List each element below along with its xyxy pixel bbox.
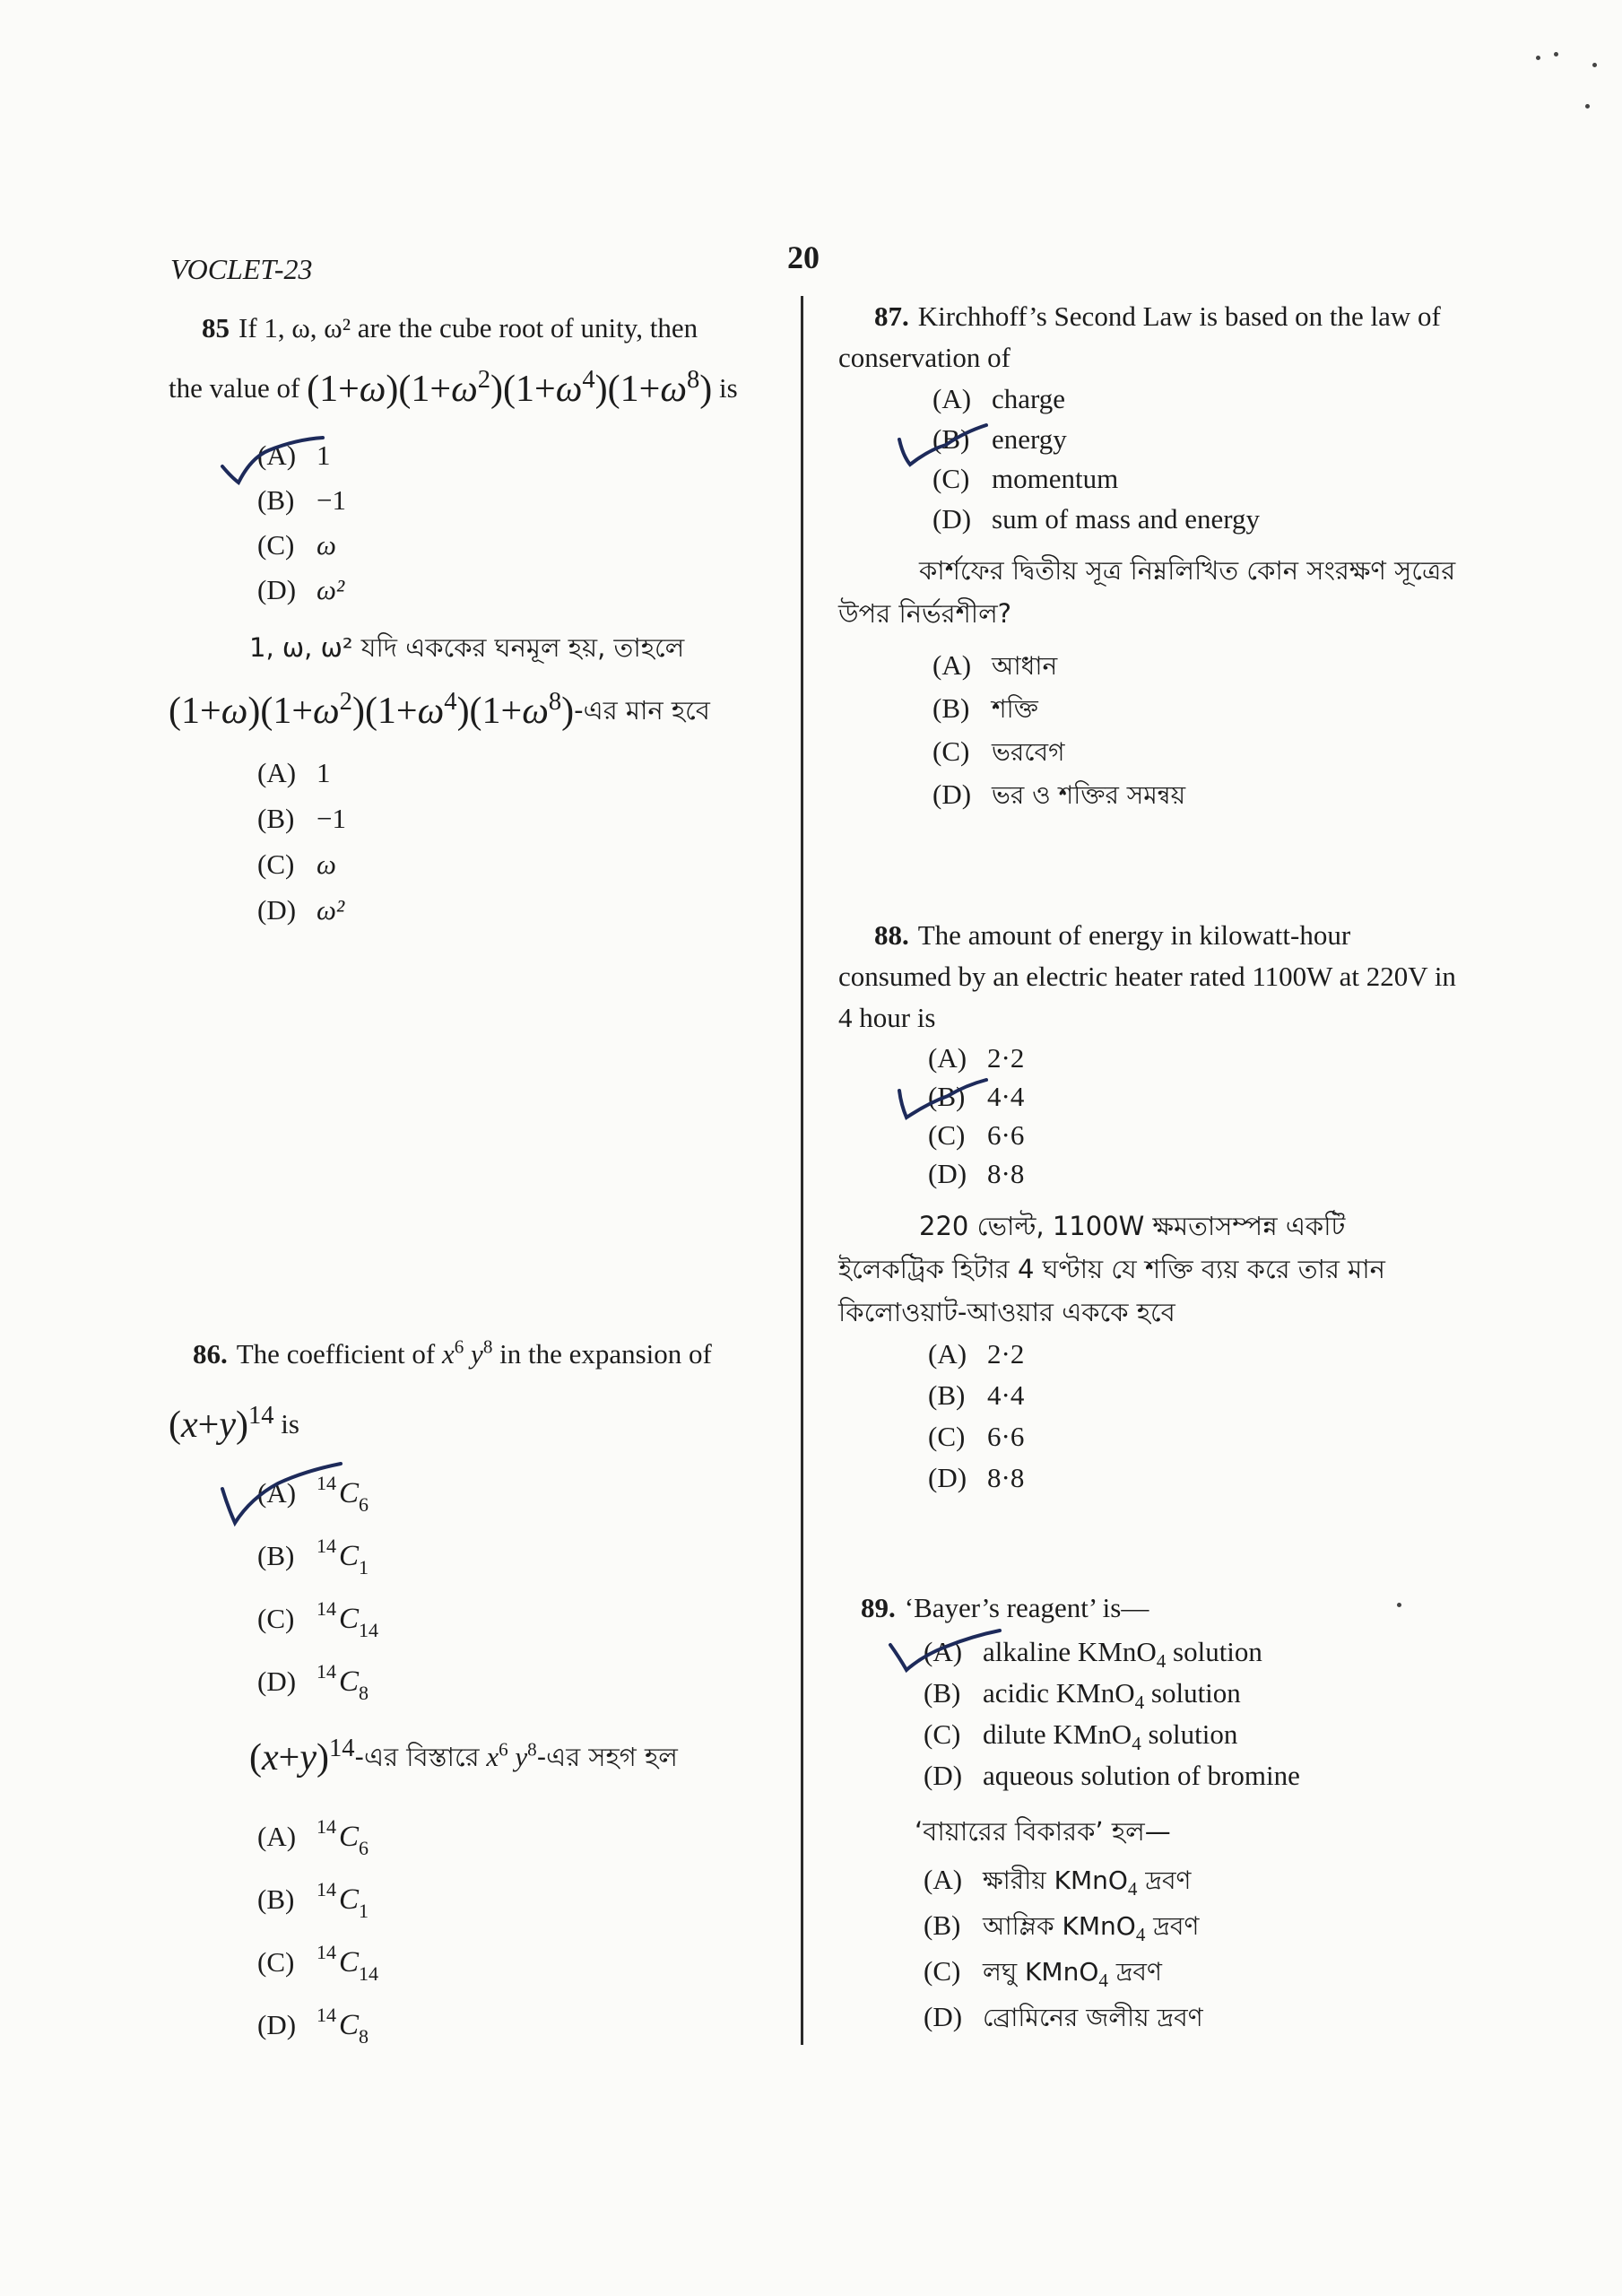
q86-stem-line2: $(x+y)^{14}$ is [169,1402,299,1446]
q89-number: 89. [861,1592,896,1623]
q88-bn-option-a: (A) 2·2 [928,1338,1025,1370]
q86-bn-option-d: (D) $^{14}C_8$ [257,2004,369,2048]
q85-option-d: (D) ω² [257,574,345,605]
q89-bn-option-a: (A) ক্ষারীয় KMnO$_4$ দ্রবণ [924,1864,1192,1900]
q89-option-a: (A) alkaline KMnO$_4$ solution [924,1636,1262,1673]
q87-option-d: (D) sum of mass and energy [932,503,1261,535]
q87-option-a: (A) charge [932,383,1066,414]
q85-text-en-b: the value of [169,372,300,404]
q86-bn-option-c: (C) $^{14}C_{14}$ [257,1941,379,1985]
speck [1536,56,1540,60]
q85-stem-bn-line2: $(1+\omega)(1+\omega^2)(1+\omega^4)(1+\omega^8)-এর$ মান হবে [169,688,710,732]
q86-bn-option-a: (A) $^{14}C_6$ [257,1815,369,1859]
q86-option-c: (C) $^{14}C_{14}$ [257,1597,379,1641]
q87-option-b: (B) energy [932,423,1067,455]
q89-option-c: (C) dilute KMnO$_4$ solution [924,1718,1238,1755]
q87-number: 87. [874,300,909,332]
q88-bn-option-b: (B) 4·4 [928,1379,1025,1411]
page-number: 20 [787,239,820,275]
q85-bn-option-c: (C) ω [257,848,336,880]
q85-stem-bn: 1, ω, ω² যদি এককের ঘনমূল হয়, তাহলে [249,632,685,663]
q86-option-a: (A) $^{14}C_6$ [257,1472,369,1516]
q89-bn-option-d: (D) ব্রোমিনের জলীয় দ্রবণ [924,2001,1203,2032]
q86-number: 86. [193,1338,228,1370]
q86-term: $x^6$ $y^8$ [441,1335,493,1370]
q87-bn-option-a: (A) আধান [932,649,1058,681]
q87-bn-option-c: (C) ভরবেগ [932,735,1065,767]
q89-bn-option-c: (C) লঘু KMnO$_4$ দ্রবণ [924,1955,1162,1992]
q88-stem-bn: 220 ভোল্ট, 1100W ক্ষমতাসম্পন্ন একটি ইলেকট্রিক হিটার 4 ঘণ্টায় যে শক্তি ব্যয় করে তার মান কিলোওয়াট-আওয়ার এককে হবে [838,1211,1385,1327]
q89-stem-bn: ‘বায়ারের বিকারক’ হল— [915,1816,1171,1847]
q85-option-a: (A) 1 [257,439,331,471]
q87-bn-option-d: (D) ভর ও শক্তির সমন্বয় [932,778,1186,810]
speck [1585,104,1590,109]
q89-option-b: (B) acidic KMnO$_4$ solution [924,1677,1241,1714]
q89-bn-option-b: (B) আম্লিক KMnO$_4$ দ্রবণ [924,1909,1200,1946]
q85-bn-option-b: (B) −1 [257,803,346,834]
q85-option-b: (B) −1 [257,484,346,516]
q87-option-c: (C) momentum [932,463,1119,494]
q85-bn-option-a: (A) 1 [257,757,331,788]
q85-number: 85 [202,312,230,344]
q88-bn-option-d: (D) 8·8 [928,1462,1025,1493]
q89-stem: 89. ‘Bayer’s reagent’ is— [861,1592,1149,1623]
q88-number: 88. [874,919,909,951]
q85-text-en-a: If 1, ω, ω² are the cube root of unity, then [239,312,698,344]
column-divider [801,296,803,2045]
q87-stem: 87. Kirchhoff’s Second Law is based on the law of conservation of [838,300,1441,373]
q86-option-b: (B) $^{14}C_1$ [257,1535,369,1578]
speck [1592,63,1597,67]
speck [1397,1603,1401,1607]
q89-option-d: (D) aqueous solution of bromine [924,1760,1300,1791]
q85-stem-line2 [169,368,787,410]
q88-bn-option-c: (C) 6·6 [928,1421,1025,1452]
q85-expression: $(1+\omega)(1+\omega^2)(1+\omega^4)(1+\omega^8)$ [307,366,713,410]
q87-stem-bn: কার্শফের দ্বিতীয় সূত্র নিম্নলিখিত কোন সংরক্ষণ সূত্রের উপর নির্ভরশীল? [838,555,1456,629]
q85-text-en-end: is [719,372,738,404]
q85-option-c: (C) ω [257,529,336,561]
q88-option-a: (A) 2·2 [928,1042,1025,1074]
q87-bn-option-b: (B) শক্তি [932,692,1038,724]
q88-option-d: (D) 8·8 [928,1158,1025,1189]
q88-stem: 88. The amount of energy in kilowatt-hour consumed by an electric heater rated 1100W at 220V in 4 hour is [838,919,1456,1033]
q86-stem-line1: 86. The coefficient of $x^6$ $y^8$ in the expansion of [193,1335,712,1370]
q88-option-b: (B) 4·4 [928,1081,1025,1112]
q85-bn-option-d: (D) ω² [257,894,345,926]
q88-option-c: (C) 6·6 [928,1119,1025,1151]
q86-stem-bn: $(x+y)^{14}-এর$ বিস্তারে $x^6$ $y^8-এর$ সহগ হল [249,1735,678,1779]
q86-bn-option-b: (B) $^{14}C_1$ [257,1878,369,1922]
speck [1554,52,1558,57]
q86-option-d: (D) $^{14}C_8$ [257,1660,369,1704]
q86-expression: $(x+y)^{14}$ [169,1402,274,1446]
paper-code: VOCLET-23 [170,253,313,285]
q85-expression-bn: $(1+\omega)(1+\omega^2)(1+\omega^4)(1+\omega^8)$ [169,688,575,732]
q85-stem-line1 [202,308,776,349]
